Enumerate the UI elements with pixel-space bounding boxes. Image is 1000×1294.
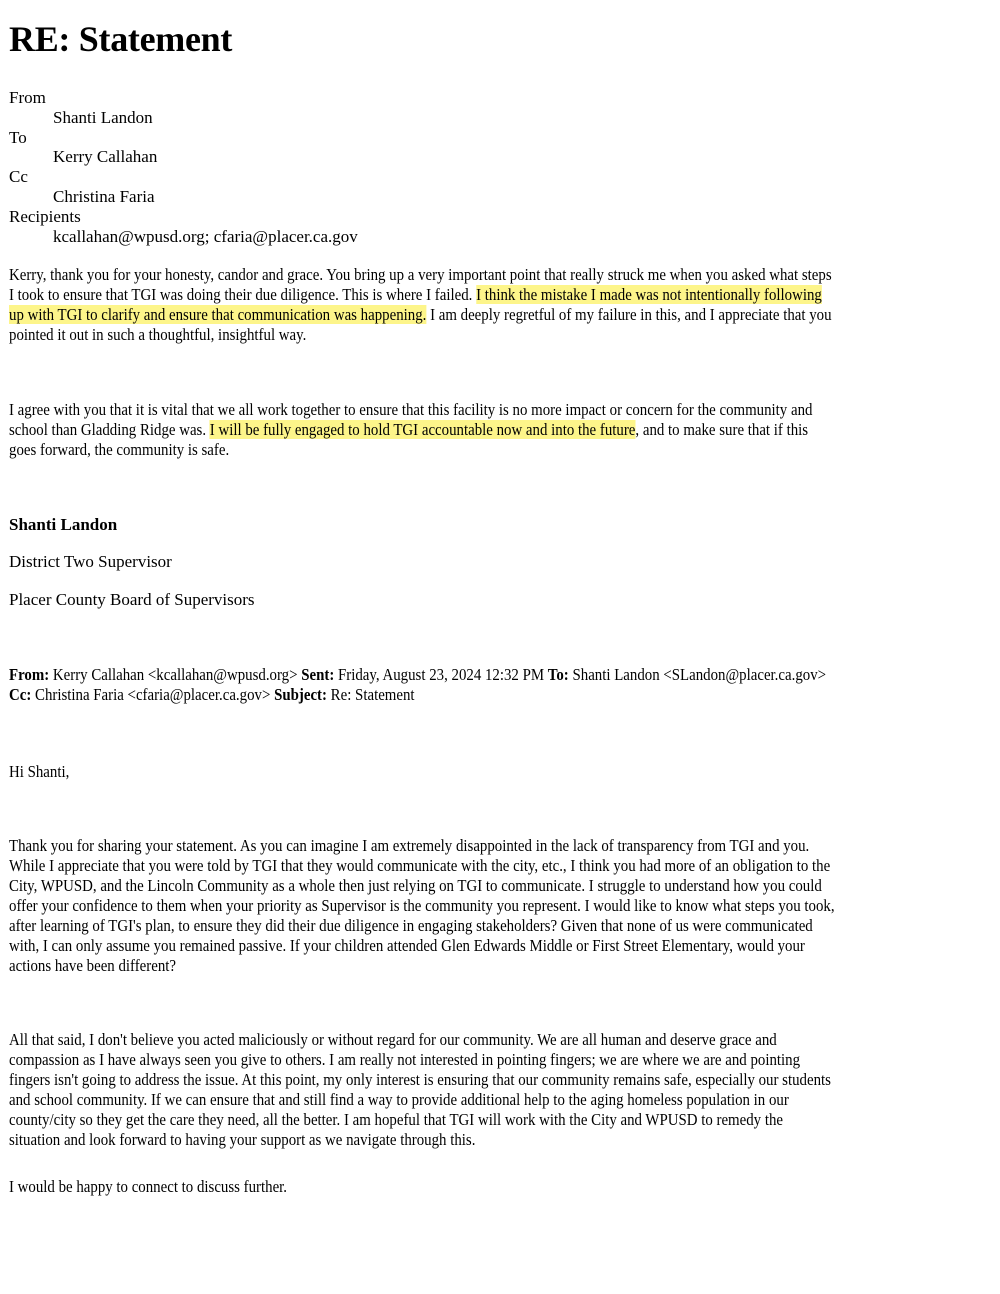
email-subject-title: RE: Statement [9,19,233,59]
quoted-email-header [9,665,972,705]
text-line: offer your confidence to them when your priority as Supervisor is the community you represent. I would like to know what steps you took, [9,896,835,915]
highlighted-text: up with TGI to clarify and ensure that communication was happening. [9,305,427,324]
quoted-sent-label: Sent: [301,665,335,684]
text-run: , and to make sure that if this [635,420,809,439]
cc-label: Cc [9,167,28,187]
highlighted-text: I will be fully engaged to hold TGI accountable now and into the future [209,420,636,439]
quoted-sent-value: Friday, August 23, 2024 12:32 PM [334,665,548,684]
text-line [9,305,972,325]
text-line: goes forward, the community is safe. [9,440,230,459]
text-line: While I appreciate that you were told by TGI that they would communicate with the city, etc., I think you had more of an obligation to the [9,856,831,875]
to-value: Kerry Callahan [53,147,158,167]
quoted-to-label: To: [547,665,569,684]
text-line: and school community. If we can ensure that and still find a way to provide additional help to the aging homeless population in our [9,1090,789,1109]
quoted-subject-label: Subject: [274,685,327,704]
text-line: with, I can only assume you remained passive. If your children attended Glen Edwards Middle or First Street Elementary, would your [9,936,805,955]
from-value: Shanti Landon [53,107,153,127]
text-line: I agree with you that it is vital that we all work together to ensure that this facility is no more impact or concern for the community and [9,400,813,419]
quoted-from-value: Kerry Callahan <kcallahan@wpusd.org> [49,665,302,684]
text-line [9,685,972,705]
highlighted-text: I think the mistake I made was not intentionally following [476,285,822,304]
text-line: All that said, I don't believe you acted maliciously or without regard for our community. We are all human and deserve grace and [9,1030,777,1049]
quoted-to-value: Shanti Landon <SLandon@placer.ca.gov> [568,665,827,684]
reply-paragraph-2 [9,400,972,460]
quoted-subject-value: Re: Statement [326,685,415,704]
text-line: fingers isn't going to address the issue. At this point, my only interest is ensuring that our community remains safe, especially our students [9,1070,831,1089]
quoted-cc-value: Christina Faria <cfaria@placer.ca.gov> [31,685,275,704]
text-line: situation and look forward to having your support as we navigate through this. [9,1130,476,1149]
greeting [9,762,972,782]
recipients-label: Recipients [9,206,81,226]
text-line [9,665,972,685]
text-line [9,285,972,305]
text-line: City, WPUSD, and the Lincoln Community as a whole then just relying on TGI to communicate. I struggle to understand how you could [9,876,822,895]
text-line: I would be happy to connect to discuss further. [9,1177,288,1196]
signature-name: Shanti Landon [9,515,118,534]
text-line: Kerry, thank you for your honesty, candor and grace. You bring up a very important point that really struck me when you asked what steps [9,265,832,284]
text-line: county/city so they get the care they need, all the better. I am hopeful that TGI will work with the City and WPUSD to remedy the [9,1110,784,1129]
quoted-cc-label: Cc: [9,685,32,704]
recipients-value: kcallahan@wpusd.org; cfaria@placer.ca.gov [53,226,358,246]
email-header [9,88,358,246]
text-line: Hi Shanti, [9,762,70,781]
text-line: after learning of TGI's plan, to ensure they did their due diligence in engaging stakeholders? Given that none of us were communicated [9,916,813,935]
to-label: To [9,127,27,147]
reply-paragraph-1 [9,265,972,345]
closing [9,1177,972,1197]
text-run: I took to ensure that TGI was doing their due diligence. This is where I failed. [9,285,477,304]
text-line: actions have been different? [9,956,176,975]
signature-title: District Two Supervisor [9,552,172,571]
quoted-from-label: From: [9,665,50,684]
text-line: compassion as I have always seen you give to others. I am really not interested in pointing fingers; we are where we are and pointing [9,1050,801,1069]
text-line: Thank you for sharing your statement. As you can imagine I am extremely disappointed in the lack of transparency from TGI and you. [9,836,810,855]
text-run: I am deeply regretful of my failure in this, and I appreciate that you [426,305,832,324]
original-paragraph-1 [9,836,972,976]
text-line [9,420,972,440]
cc-value: Christina Faria [53,186,155,206]
signature-org: Placer County Board of Supervisors [9,590,255,609]
original-paragraph-2 [9,1030,972,1150]
text-run: school than Gladding Ridge was. [9,420,210,439]
from-label: From [9,88,46,107]
text-line: pointed it out in such a thoughtful, insightful way. [9,325,307,344]
